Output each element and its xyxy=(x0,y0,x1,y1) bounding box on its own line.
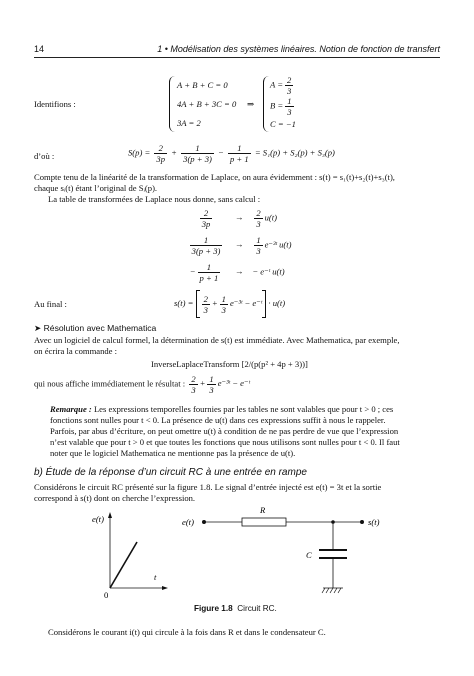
table-row-1: $\frac{2}{3p}$ → $\frac{2}{3}$ u(t) xyxy=(201,208,278,229)
capacitor-label: C xyxy=(306,550,312,560)
solution-a: A = $\frac{2}{3}$ xyxy=(270,75,292,96)
mathematica-command: InverseLaplaceTransform [2/(p(p² + 4p + 3))] xyxy=(151,359,308,369)
solution-b: B = $\frac{1}{3}$ xyxy=(270,96,292,117)
identifions-label: Identifions : xyxy=(34,99,76,109)
remarque-label: Remarque : xyxy=(50,404,92,414)
rc-circuit xyxy=(180,506,380,602)
left-brace xyxy=(169,76,175,132)
right-brace xyxy=(263,76,269,132)
au-final-label: Au final : xyxy=(34,299,67,309)
resistor xyxy=(242,518,286,526)
system-eq-1: A + B + C = 0 xyxy=(177,80,228,90)
remarque-block: Remarque : Les expressions temporelles fournies par les tables ne sont valables que pour t > 0 ; ces fonctions sont nulles pour t < 0. La présence de u(t) dans ces expressions suffit à nous le rappeler. Parfois, par abus d’écriture, on peut omettre u(t) à condition de ne pas perdre de vue que l’expression n’est valable que pour t > 0 et que toutes les fonctions que nous utilisons sont nulles pour t < 0. Il faut noter que le logiciel Mathematica ne mentionne pas la présence de u(t). xyxy=(50,404,400,458)
graph-x-label: t xyxy=(154,572,157,582)
y-axis-arrowhead xyxy=(108,512,112,518)
table-row-2: $\frac{1}{3(p + 3)}$ → $\frac{1}{3}$ e⁻³ᵗ u(t) xyxy=(191,235,292,256)
table-row-3: − $\frac{1}{p + 1}$ → − e⁻ᵗ u(t) xyxy=(189,262,285,283)
x-axis-arrowhead xyxy=(162,586,168,590)
page-number: 14 xyxy=(34,44,45,54)
final-equation: s(t) = $\frac{2}{3}$ + $\frac{1}{3}$ e⁻³ᵗ − e⁻ᵗ · u(t) xyxy=(174,290,285,318)
solution-c: C = −1 xyxy=(270,119,296,129)
graph-origin-label: 0 xyxy=(104,590,109,600)
section-b-title: b) Étude de la réponse d’un circuit RC à une entrée en rampe xyxy=(34,467,307,478)
dou-label: d’où : xyxy=(34,151,55,161)
system-eq-3: 3A = 2 xyxy=(177,118,201,128)
resistor-label: R xyxy=(260,506,266,515)
header-rule xyxy=(34,57,440,58)
circuit-output-label: s(t) xyxy=(368,517,380,527)
mathematica-paragraph: Avec un logiciel de calcul formel, la détermination de s(t) est immédiate. Avec Mathematica, par exemple, on écrira la commande : xyxy=(34,335,400,356)
ramp-line xyxy=(110,542,137,588)
linearity-paragraph: Compte tenu de la linéarité de la transformation de Laplace, on aura évidemment : s(t) = s₁(t)+s₂(t)+s₃(t), chaque sᵢ(t) étant l’original de Sᵢ(p). La table de transformées de Laplace nous donne, sans calcul : xyxy=(34,172,395,204)
circuit-input-label: e(t) xyxy=(182,517,194,527)
figure-caption: Figure 1.8 Circuit RC. xyxy=(194,604,277,613)
running-header: 1 • Modélisation des systèmes linéaires. Notion de fonction de transfert xyxy=(157,44,440,54)
ramp-graph xyxy=(80,508,170,600)
implies-arrow: ⇒ xyxy=(247,99,255,109)
mathematica-result: qui nous affiche immédiatement le résultat : $\frac{2}{3}$ + $\frac{1}{3}$ e⁻³ᵗ − e⁻ᵗ xyxy=(34,374,250,395)
system-eq-2: 4A + B + 3C = 0 xyxy=(177,99,237,109)
sp-equation: S(p) = $\frac{2}{3p}$ + $\frac{1}{3(p + 3)}$ − $\frac{1}{p + 1}$ = S₁(p) + S₂(p) + S₃(p) xyxy=(128,143,335,164)
section-b-paragraph: Considérons le circuit RC présenté sur la figure 1.8. Le signal d’entrée injecté est e(t) = 3t et la sortie correspond à s(t) dont on cherche l’expression. xyxy=(34,482,382,503)
output-terminal xyxy=(360,520,364,524)
graph-y-label: e(t) xyxy=(92,514,104,524)
closing-paragraph: Considérons le courant i(t) qui circule à la fois dans R et dans le condensateur C. xyxy=(48,627,326,637)
mathematica-heading: ➤ Résolution avec Mathematica xyxy=(34,323,157,333)
ground-hatch xyxy=(322,588,341,593)
